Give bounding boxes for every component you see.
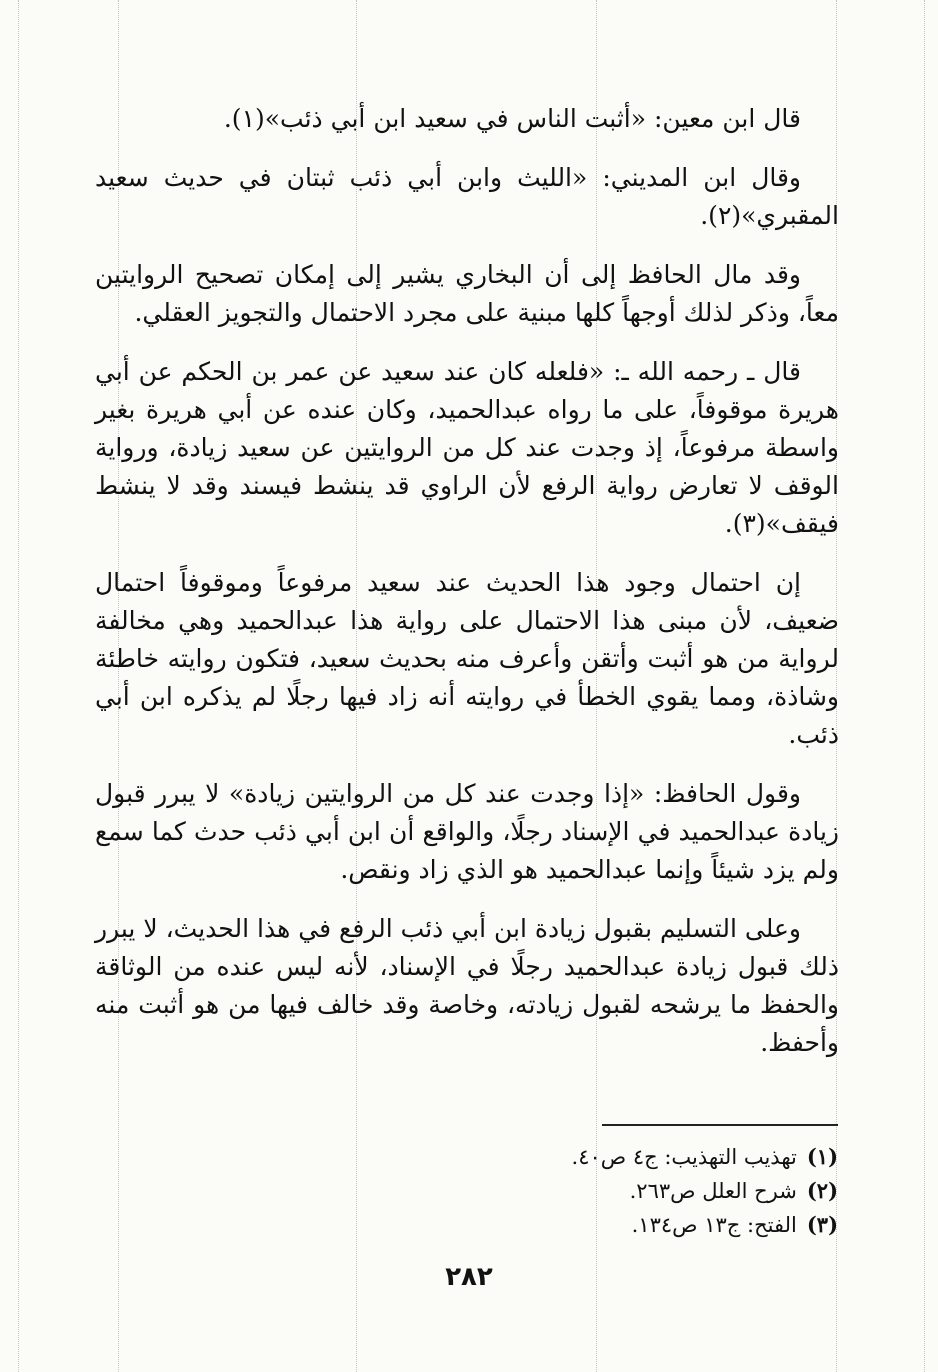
footnote-number: (١) — [806, 1144, 838, 1169]
footnote-number: (٣) — [806, 1212, 838, 1237]
footnotes — [400, 1140, 838, 1242]
scan-dotted-line — [18, 0, 19, 1372]
scan-dotted-line — [924, 0, 925, 1372]
footnote-number: (٢) — [806, 1178, 838, 1203]
paragraph: وقال ابن المديني: «الليث وابن أبي ذئب ثبتان في حديث سعيد المقبري»(٢). — [95, 163, 839, 230]
footnote-text: الفتح: ج١٣ ص١٣٤. — [631, 1213, 797, 1237]
footnote — [400, 1140, 838, 1174]
footnote — [400, 1174, 838, 1208]
paragraph: إن احتمال وجود هذا الحديث عند سعيد مرفوعاً وموقوفاً احتمال ضعيف، لأن مبنى هذا الاحتمال على رواية هذا عبدالحميد وهي مخالفة لرواية من هو أثبت وأتقن وأعرف منه بحديث سعيد، فتكون روايته خاطئة وشاذة، ومما يقوي الخطأ في روايته أنه زاد فيها رجلًا لم يذكره ابن أبي ذئب. — [95, 568, 839, 749]
paragraph: قال ابن معين: «أثبت الناس في سعيد ابن أبي ذئب»(١). — [223, 104, 801, 133]
paragraph: وعلى التسليم بقبول زيادة ابن أبي ذئب الرفع في هذا الحديث، لا يبرر ذلك قبول زيادة عبدالحميد رجلًا في الإسناد، لأنه ليس عنده من الوثاقة والحفظ ما يرشحه لقبول زيادته، وخاصة وقد خالف فيها من هو أثبت منه وأحفظ. — [95, 914, 839, 1057]
footnote-text: شرح العلل ص٢٦٣. — [629, 1179, 797, 1203]
main-text — [95, 100, 839, 1083]
paragraph: وقد مال الحافظ إلى أن البخاري يشير إلى إمكان تصحيح الروايتين معاً، وذكر لذلك أوجهاً كلها مبنية على مجرد الاحتمال والتجويز العقلي. — [95, 260, 839, 327]
footnote-text: تهذيب التهذيب: ج٤ ص٤٠. — [571, 1145, 797, 1169]
page-number: ٢٨٢ — [445, 1262, 493, 1292]
footnote-divider — [602, 1124, 838, 1126]
footnote — [400, 1208, 838, 1242]
paragraph: قال ـ رحمه الله ـ: «فلعله كان عند سعيد عن عمر بن الحكم عن أبي هريرة موقوفاً، على ما رواه عبدالحميد، وكان عنده عن أبي هريرة بغير واسطة مرفوعاً، إذ وجدت عند كل من الروايتين عن سعيد زيادة، ورواية الوقف لا تعارض رواية الرفع لأن الراوي قد ينشط فيسند وقد لا ينشط فيقف»(٣). — [95, 357, 839, 538]
paragraph: وقول الحافظ: «إذا وجدت عند كل من الروايتين زيادة» لا يبرر قبول زيادة عبدالحميد في الإسناد رجلًا، والواقع أن ابن أبي ذئب حدث كما سمع ولم يزد شيئاً وإنما عبدالحميد هو الذي زاد ونقص. — [95, 779, 839, 884]
